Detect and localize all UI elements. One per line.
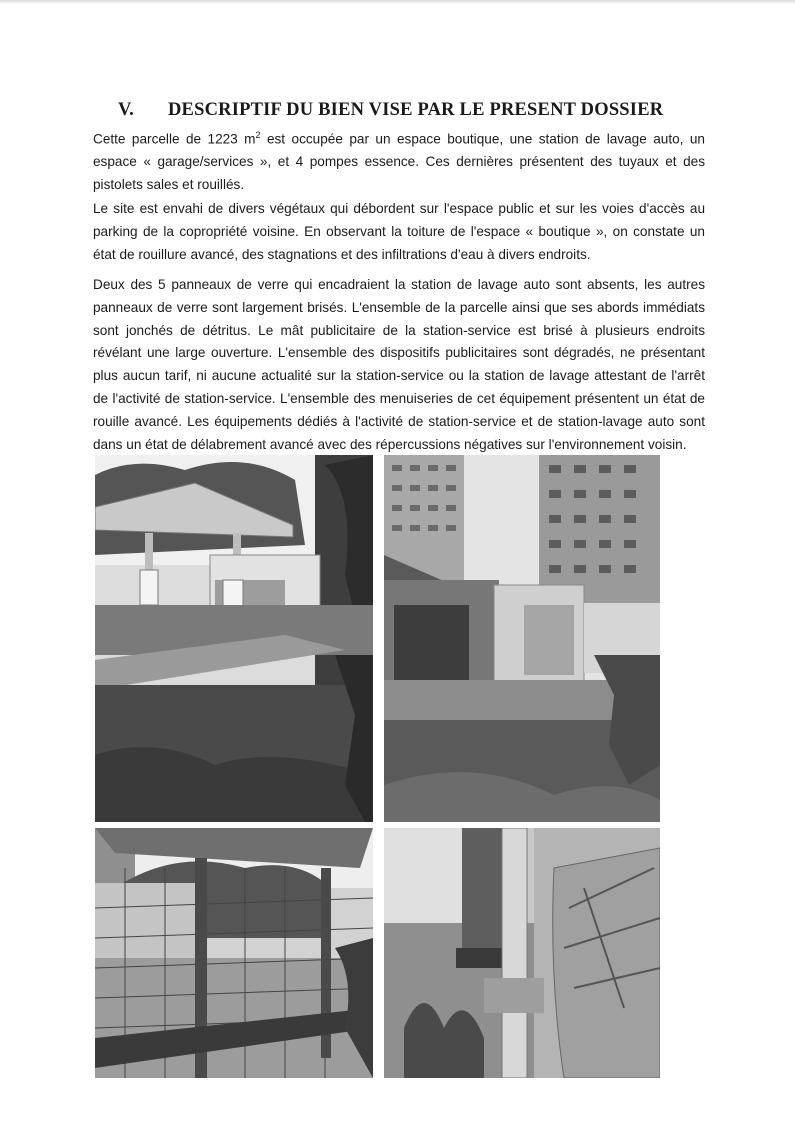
photo-station-canopy xyxy=(95,455,373,822)
section-title: DESCRIPTIF DU BIEN VISE PAR LE PRESENT DOSSIER xyxy=(168,100,664,120)
section-number: V. xyxy=(118,100,135,120)
paragraph-1-end: est occupée par un espace boutique, une station de lavage auto, un espace « garage/services », et 4 pompes essence. Ces dernières présentent des tuyaux et des pistolets sales et rouillés. xyxy=(93,131,705,193)
photo-shop-building xyxy=(384,455,660,822)
section-heading xyxy=(118,100,663,121)
area-unit-superscript: 2 xyxy=(255,130,261,140)
scan-edge xyxy=(0,0,795,4)
photo-wire-fence xyxy=(95,828,373,1078)
paragraph-2: Le site est envahi de divers végétaux qui débordent sur l'espace public et sur les voies d'accès au parking de la copropriété voisine. En observant la toiture de l'espace « boutique », on constate un état de rouillure avancé, des stagnations et des infiltrations d'eau à divers endroits. xyxy=(93,201,705,262)
paragraph-1 xyxy=(93,124,705,197)
paragraph-1-start: Cette parcelle de 1223 m xyxy=(93,131,256,147)
photo-broken-glass xyxy=(384,828,660,1078)
paragraph-3: Deux des 5 panneaux de verre qui encadraient la station de lavage auto sont absents, les autres panneaux de verre sont largement brisés. L'ensemble de la parcelle ainsi que ses abords immédiats sont jonchés de détritus. Le mât publicitaire de la station-service est brisé à plusieurs endroits révélant une large ouverture. L'ensemble des dispositifs publicitaires sont dégradés, ne présentant plus aucun tarif, ni aucune actualité sur la station-service ou la station de lavage attestant de l'arrêt de l'activité de station-service. L'ensemble des menuiseries de cet équipement présentent un état de rouille avancé. Les équipements dédiés à l'activité de station-service et de station-lavage auto sont dans un état de délabrement avancé avec des répercussions négatives sur l'environnement voisin. xyxy=(93,277,705,452)
